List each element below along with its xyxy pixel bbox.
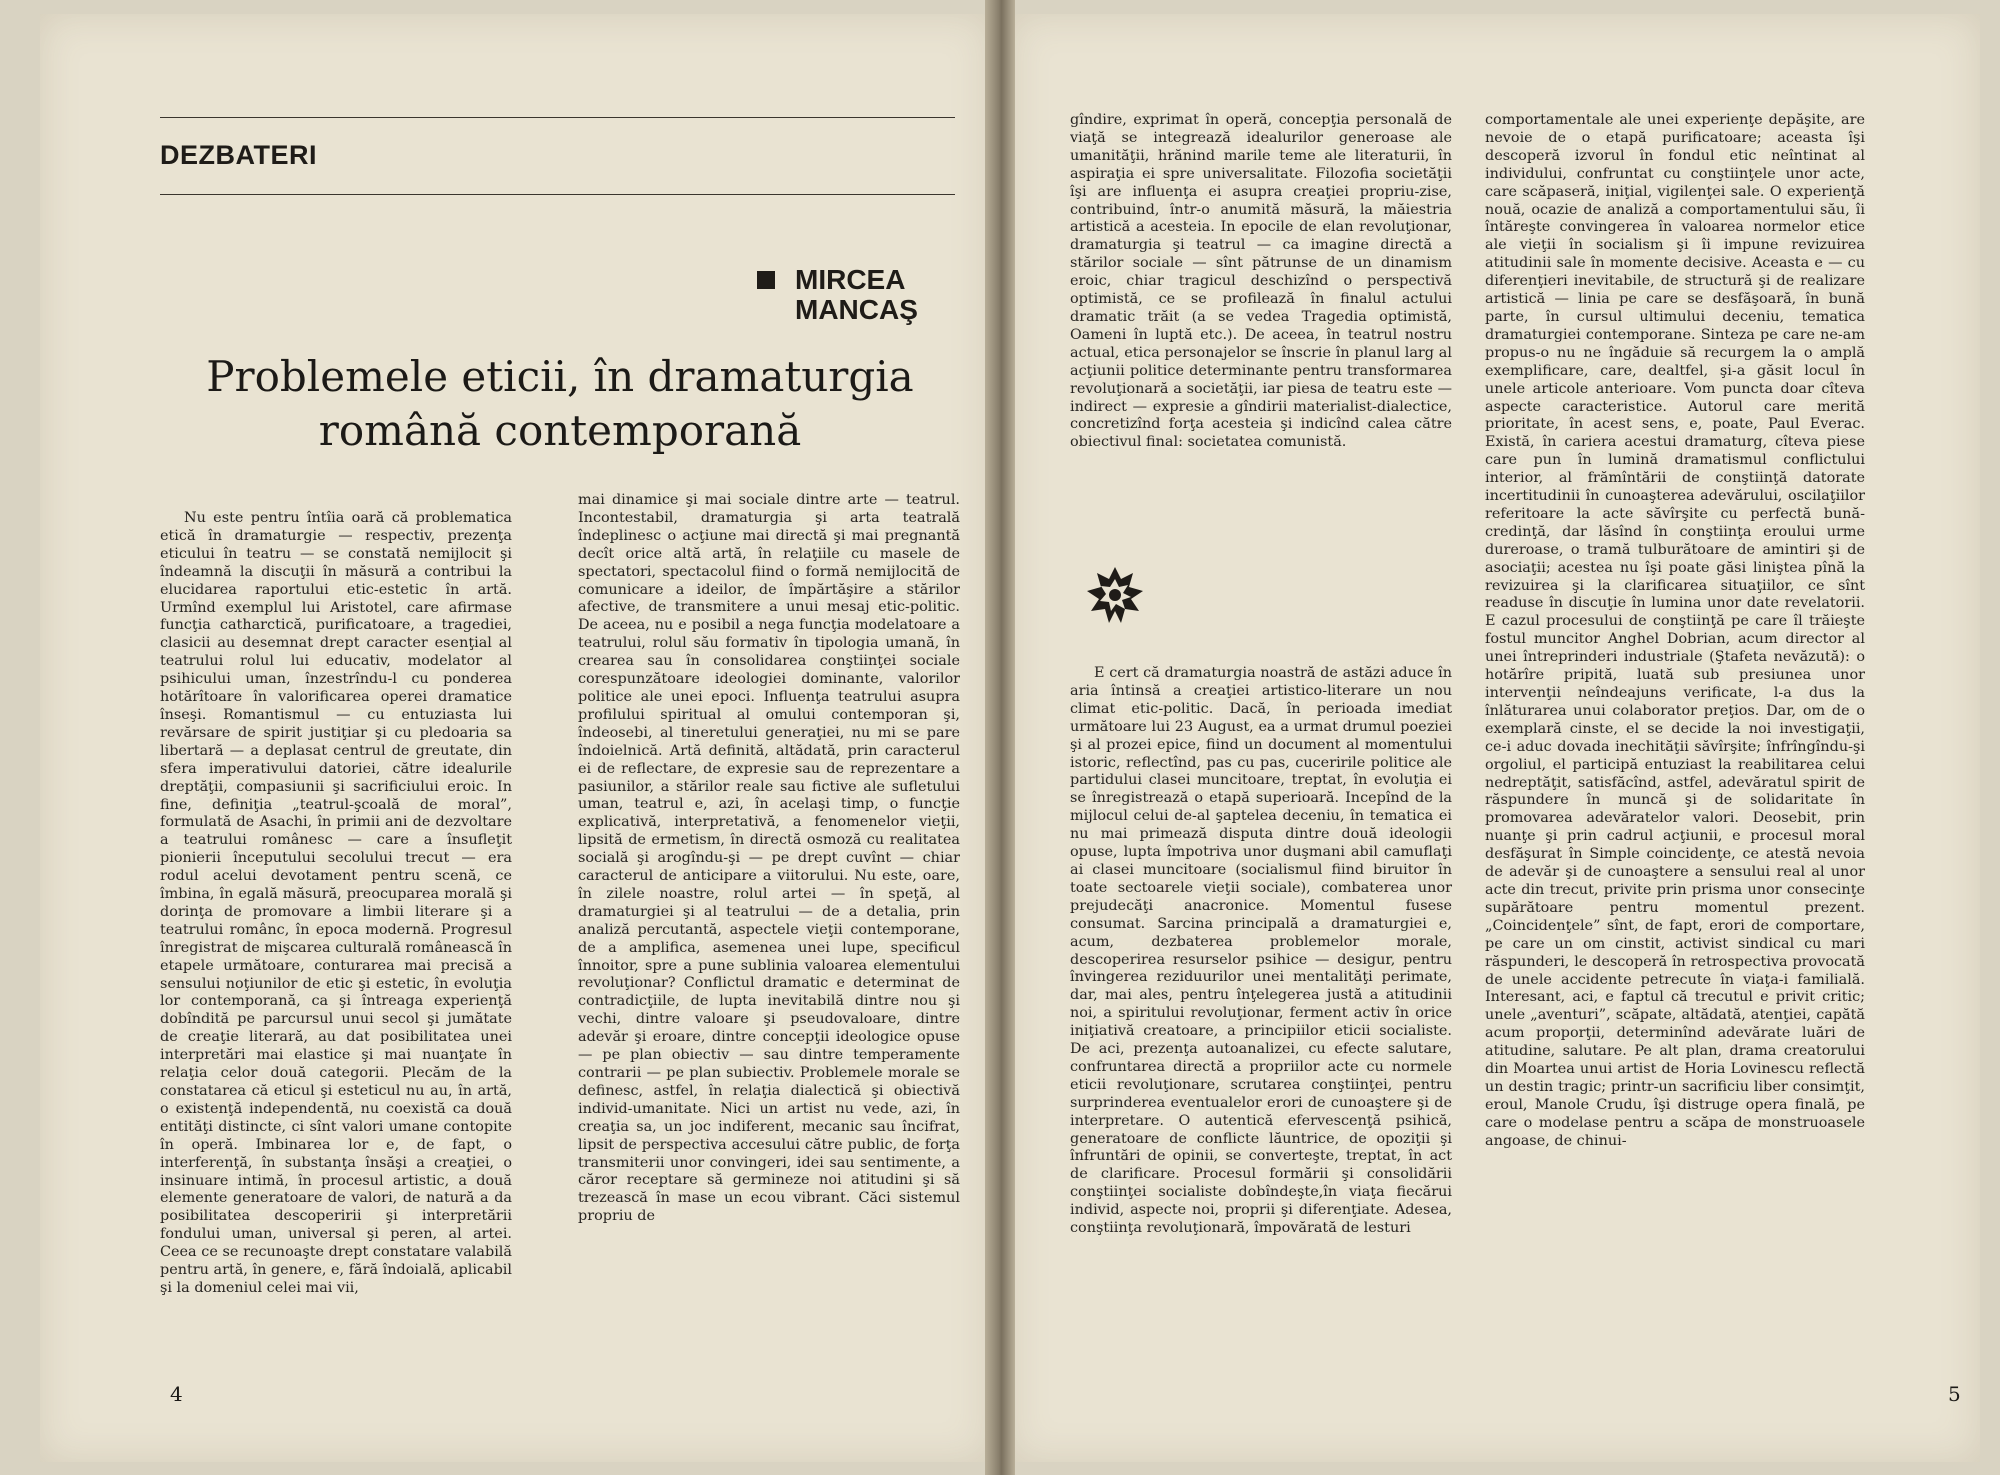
header-rule-top [160,117,955,118]
column-1-text: Nu este pentru întîia oară că problematica etică în dramaturgie — respectiv, prezenţa eticului în teatru — se constată nemijlocit şi îndeamnă la discuţii în măsură a contribui la elucidarea raportului etic-estetic în artă. Urmînd exemplul lui Aristotel, care afirmase funcţia catharctică, purificatoare, a tragediei, clasicii au desemnat drept caracter esenţial al teatrului rolul lui educativ, modelator al psihicului uman, înzestrîndu-l cu ponderea hotărîtoare în valorificarea operei dramatice înseşi. Romantismul — cu entuziasta lui revărsare de spirit justiţiar şi cu pledoaria sa libertară — a deplasat centrul de greutate, din sfera imperativului datoriei, către idealurile dreptăţii, compasiunii şi sacrificiului eroic. In fine, definiţia „teatrul-şcoală de moral”, formulată de Asachi, în primii ani de dezvoltare a teatrului românesc — care a însufleţit pionierii începutului secolului trecut — era rodul acelui devotament pentru scenă, ce îmbina, în egală măsură, preocuparea morală şi dorinţa de promovare a limbii literare şi a teatrului românc, în epoca modernă. Progresul înregistrat de mişcarea culturală românească în etapele următoare, conturarea mai precisă a sensului noţiunilor de etic şi estetic, în evoluţia lor contemporană, ca şi întreaga experienţă dobîndită pe parcursul unui secol şi jumătate de creaţie literară, au dat posibilitatea unei interpretări mai elastice şi mai nuanţate în relaţia celor două categorii. Plecăm de la constatarea că eticul şi esteticul nu au, în artă, o existenţă independentă, nu coexistă ca două entităţi distincte, ci sînt valori umane contopite în operă. Imbinarea lor e, de fapt, o interferenţă, în substanţa însăşi a creaţiei, o insinuare intimă, în procesul artistic, a două elemente generatoare de valori, de natură a da posibilitatea descoperirii şi interpretării fondului uman, universal şi peren, al artei. Ceea ce se recunoaşte drept constatare valabilă pentru artă, în genere, e, fără îndoială, aplicabil şi la domeniul celei mai vii, [160,510,512,1296]
author-first-name: MIRCEA [795,264,906,295]
text-column-1 [160,510,512,1330]
column-3-text: gîndire, exprimat în operă, concepţia personală de viaţă se integrează idealurilor generoase ale umanităţii, hrănind marile teme ale literaturii, în aspiraţia ei spre universalitate. Filozofia societăţii îşi are influenţa ei asupra creaţiei propriu-zise, contribuind, într-o anumită măsură, la măiestria artistică a acesteia. In epocile de elan revoluţionar, dramaturgia şi teatrul — ca imagine directă a stărilor sociale — sînt pătrunse de un dinamism eroic, chiar tragicul deschizînd o perspectivă optimistă, ce se profilează în finalul actului dramatic trăit (a se vedea Tragedia optimistă, Oameni în luptă etc.). De aceea, în teatrul nostru actual, etica personajelor se înscrie în planul larg al acţiunii politice determinante pentru transformarea revoluţionară a societăţii, iar piesa de teatru este — indirect — expresie a gîndirii materialist-dialectice, concretizînd forţa acesteia şi indicînd calea către obiectivul final: societatea comunistă. [1070,112,1452,451]
author-last-name: MANCAŞ [795,294,918,325]
text-column-3 [1070,112,1452,522]
author-name [795,265,995,325]
bullet-square-icon [757,271,775,289]
page-number-left: 4 [170,1382,183,1406]
article-title [200,350,920,458]
text-column-5 [1485,112,1865,1377]
star-ornament-icon [1085,565,1145,625]
text-column-4 [1070,665,1452,1365]
book-gutter [985,0,1015,1475]
column-4-text: E cert că dramaturgia noastră de astăzi aduce în aria întinsă a creaţiei artistico-literare un nou climat etic-politic. Dacă, în perioada imediat următoare lui 23 August, ea a urmat drumul poeziei şi al prozei epice, fiind un document al momentului istoric, reflectînd, pas cu pas, cuceririle politice ale partidului clasei muncitoare, treptat, în evoluţia ei se înregistrează o etapă superioară. Incepînd de la mijlocul celui de-al şaptelea deceniu, în tematica ei nu mai primează disputa dintre două ideologii opuse, lupta împotriva unor duşmani abil camuflaţi ai clasei muncitoare (socialismul fiind biruitor în toate sectoarele vieţii sociale), combaterea unor prejudecăţi anacronice. Momentul fusese consumat. Sarcina principală a dramaturgiei e, acum, dezbaterea problemelor morale, descoperirea resurselor psihice — desigur, pentru învingerea reziduurilor unei mentalităţi perimate, dar, mai ales, pentru înţelegerea justă a atitudinii noi, a spiritului revoluţionar, ferment activ în orice iniţiativă creatoare, a principiilor eticii socialiste. De aci, prezenţa autoanalizei, cu efecte salutare, confruntarea directă a propriilor acte cu normele eticii revoluţionare, scrutarea conştiinţei, pentru surprinderea eventualelor erori de cunoaştere şi de interpretare. O autentică efervescenţă psihică, generatoare de conflicte lăuntrice, de opoziţii şi înfruntări de opinii, se converteşte, treptat, în act de clarificare. Procesul formării şi consolidării conştiinţei socialiste dobîndeşte,în viaţa fiecărui individ, aspecte noi, proprii şi diferenţiate. Adesea, conştiinţa revoluţionară, împovărată de lesturi [1070,665,1452,1237]
column-2-text: mai dinamice şi mai sociale dintre arte — teatrul. Incontestabil, dramaturgia şi arta teatrală îndeplinesc o acţiune mai directă şi mai pregnantă decît orice altă artă, în relaţiile cu masele de spectatori, spectacolul fiind o formă nemijlocită de comunicare a ideilor, de împărtăşire a stărilor afective, de transmitere a unui mesaj etic-politic. De aceea, nu e posibil a nega funcţia modelatoare a teatrului, rolul său formativ în tipologia umană, în crearea sau în consolidarea conştiinţei sociale corespunzătoare ideologiei dominante, valorilor politice ale unei epoci. Influenţa teatrului asupra profilului spiritual al omului contemporan şi, îndeosebi, al tineretului generaţiei, nu mi se pare îndoielnică. Artă definită, altădată, prin caracterul ei de reflectare, de expresie sau de reprezentare a pasiunilor, a stărilor reale sau fictive ale sufletului uman, teatrul e, azi, în acelaşi timp, o funcţie explicativă, interpretativă, a fenomenelor vieţii, lipsită de ermetism, în directă osmoză cu realitatea socială şi arogîndu-şi — pe drept cuvînt — chiar caracterul de anticipare a viitorului. Nu este, oare, în zilele noastre, rolul artei — în speţă, al dramaturgiei şi al teatrului — de a detalia, prin analiză percutantă, aspectele vieţii contemporane, de a amplifica, asemenea unei lupe, specificul înnoitor, spre a pune sublinia valoarea elementului revoluţionar? Conflictul dramatic e determinat de contradicţiile, de lupta inevitabilă dintre nou şi vechi, dintre valoare şi pseudovaloare, dintre adevăr şi eroare, dintre concepţii ideologice opuse — pe plan obiectiv — sau dintre temperamente contrarii — pe plan subiectiv. Problemele morale se definesc, astfel, în relaţia dialectică şi obiectivă individ-umanitate. Nici un artist nu vede, azi, în creaţia sa, un joc indiferent, mecanic sau încifrat, lipsit de perspectiva accesului către public, de forţa transmiterii unor convingeri, idei sau sentimente, a căror receptare să germineze noi atitudini şi să trezească în mase un ecou vibrant. Căci sistemul propriu de [578,492,960,1225]
page-number-right: 5 [1948,1382,1961,1406]
title-line-2: română contemporană [318,406,802,455]
text-column-2 [578,492,960,1352]
header-rule-bottom [160,194,955,195]
column-5-text: comportamentale ale unei experienţe depăşite, are nevoie de o etapă purificatoare; aceasta îşi descoperă izvorul în fondul etic neîntinat al individului, confruntat cu conştiinţele unor acte, care scăpaseră, iniţial, vigilenţei sale. O experienţă nouă, ocazie de analiză a comportamentului său, îi întăreşte convingerea în valoarea normelor etice ale vieţii în socialism şi îi impune revizuirea atitudinii sale în momente decisive. Aceasta e — cu diferenţieri inevitabile, de structură şi de realizare artistică — linia pe care se desfăşoară, în bună parte, în cursul ultimului deceniu, tematica dramaturgiei contemporane. Sinteza pe care ne-am propus-o nu ne îngăduie să recurgem la o amplă exemplificare, care, dealtfel, şi-a găsit locul în unele articole anterioare. Vom puncta doar cîteva aspecte caracteristice. Autorul care merită prioritate, în acest sens, e, poate, Paul Everac. Există, în cariera acestui dramaturg, cîteva piese care pun în lumină dramatismul conflictului interior, al frămîntării de conştiinţă datorate incertitudinii în cunoaşterea adevărului, oscilaţiilor referitoare la acte săvîrşite cu perfectă bună-credinţă, dar lăsînd în conştiinţa eroului urme dureroase, o tramă tulburătoare de amintiri şi de asociaţii; acestea nu îşi poate găsi liniştea pînă la revizuirea şi la clarificarea situaţiilor, ce sînt readuse în discuţie în lumina unor date revelatorii. E cazul procesului de conştiinţă pe care îl trăieşte fostul muncitor Anghel Dobrian, acum director al unei întreprinderi industriale (Ştafeta nevăzută): o hotărîre pripită, luată sub presiunea unor intervenţii neîndeajuns verificate, l-a dus la înlăturarea unui colaborator preţios. Dar, om de o exemplară cinste, el se decide la noi investigaţii, ce-i aduc dovada inechităţii săvîrşite; înfrîngîndu-şi orgoliul, el participă entuziast la reabilitarea celui nedreptăţit, satisfăcînd, astfel, adevăratul spirit de răspundere în muncă şi de solidaritate în promovarea adevăratelor valori. Deosebit, prin nuanţe şi prin cadrul acţiunii, e procesul moral desfăşurat în Simple coincidenţe, ce atestă nevoia de adevăr şi de cunoaştere a sensului real al unor acte din trecut, privite prin prisma unor consecinţe supărătoare pentru momentul prezent. „Coincidenţele” sînt, de fapt, erori de comportare, pe care un om cinstit, activist sindical cu mari răspunderi, le descoperă în retrospectiva provocată de unele accidente petrecute în viaţa-i familială. Interesant, aci, e faptul că trecutul e privit critic; unele „aventuri”, scăpate, altădată, atenţiei, capătă acum proporţii, determinînd adevărate luări de atitudine, salutare. Pe alt plan, drama creatorului din Moartea unui artist de Horia Lovinescu reflectă un destin tragic; printr-un sacrificiu liber consimţit, eroul, Manole Crudu, îşi distruge opera finală, pe care o modelase pentru a scăpa de monstruoasele angoase, de chinui- [1485,112,1865,1149]
section-label: DEZBATERI [160,140,317,170]
title-line-1: Problemele eticii, în dramaturgia [206,352,914,401]
